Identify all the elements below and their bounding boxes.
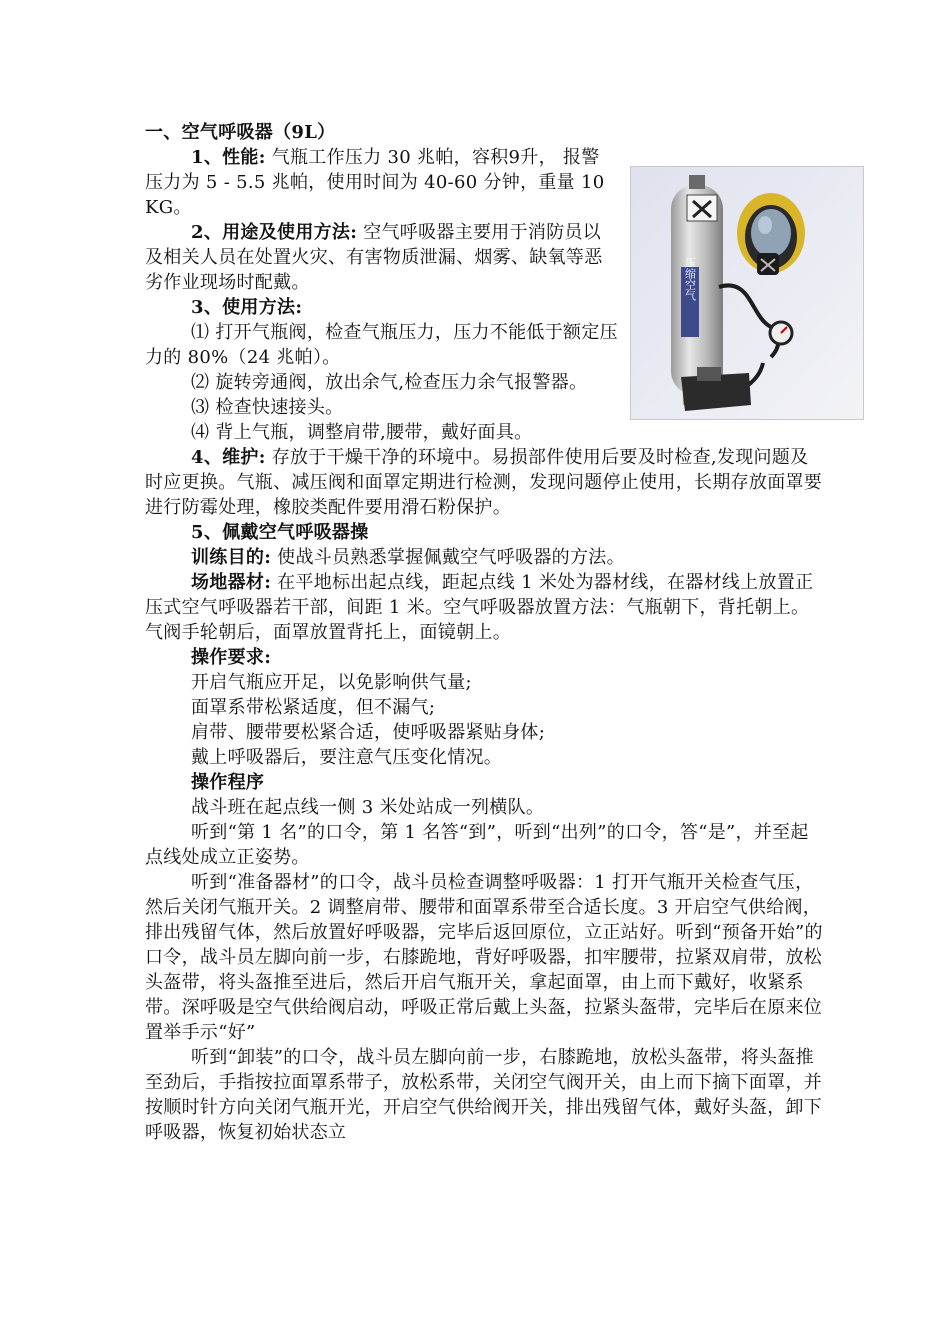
maintenance-label: 4、维护:	[191, 447, 266, 468]
method-heading: 3、使用方法:	[191, 297, 303, 318]
requirement-item: 肩带、腰带要松紧合适，使呼吸器紧贴身体;	[191, 722, 546, 743]
site-label: 场地器材:	[191, 572, 272, 593]
section-title: 一、空气呼吸器（9L）	[145, 122, 336, 143]
maintenance-text: 存放于干燥干净的环境中。易损部件使用后要及时检查,发现问题及时应更换。气瓶、减压阀和面罩定期进行检测，发现问题停止使用，长期存放面罩要进行防霉处理，橡胶类配件要用滑石粉保护。	[145, 447, 823, 518]
drill-site	[145, 570, 825, 645]
usage-paragraph	[145, 220, 617, 295]
drill-purpose	[145, 545, 825, 570]
method-step-2: ⑵ 旋转旁通阀，放出余气,检查压力余气报警器。	[191, 372, 588, 393]
procedure-step: 听到“准备器材”的口令，战斗员检查调整呼吸器：1 打开气瓶开关检查气压，然后关闭气瓶开关。2 调整肩带、腰带和面罩系带至合适长度。3 开启空气供给阀，排出残留气体，然后放置好呼吸器，完毕后返回原位，立正站好。听到“预备开始”的口令，战斗员左脚向前一步，右膝跪地，背好呼吸器，扣牢腰带，拉紧双肩带，放松头盔带，将头盔推至进后，然后开启气瓶开关，拿起面罩，由上而下戴好，收紧系带。深呼吸是空气供给阀启动，呼吸正常后戴上头盔，拉紧头盔带，完毕后在原来位置举手示“好”	[145, 872, 823, 1043]
performance-label: 1、性能:	[191, 147, 266, 168]
procedure-heading: 操作程序	[191, 772, 265, 793]
requirement-item: 开启气瓶应开足，以免影响供气量;	[191, 672, 472, 693]
requirement-item: 面罩系带松紧适度，但不漏气;	[191, 697, 436, 718]
maintenance-paragraph	[145, 445, 825, 520]
site-text: 在平地标出起点线，距起点线 1 米处为器材线，在器材线上放置正压式空气呼吸器若干部，间距 1 米。空气呼吸器放置方法：气瓶朝下，背托朝上。气阀手轮朝后，面罩放置背托上，面镜朝上。	[145, 572, 814, 643]
cylinder-label: 压缩空气	[683, 257, 697, 301]
method-step-4: ⑷ 背上气瓶，调整肩带,腰带，戴好面具。	[191, 422, 533, 443]
procedure-step: 听到“卸装”的口令，战斗员左脚向前一步，右膝跪地，放松头盔带，将头盔推至劲后，手指按拉面罩系带子，放松系带，关闭空气阀开关，由上而下摘下面罩，并按顺时针方向关闭气瓶开光，开启空气供给阀开关，排出残留气体，戴好头盔，卸下呼吸器，恢复初始状态立	[145, 1047, 823, 1143]
procedure-step: 战斗班在起点线一侧 3 米处站成一列横队。	[191, 797, 545, 818]
usage-text: 空气呼吸器主要用于消防员以及相关人员在处置火灾、有害物质泄漏、烟雾、缺氧等恶劣作业现场时配戴。	[145, 222, 603, 293]
procedure-step: 听到“第 1 名”的口令，第 1 名答“到”，听到“出列”的口令，答“是”，并至起点线处成立正姿势。	[145, 822, 809, 868]
usage-label: 2、用途及使用方法:	[191, 222, 358, 243]
performance-text: 气瓶工作压力 30 兆帕，容积9升， 报警压力为 5 - 5.5 兆帕，使用时间为 40-60 分钟，重量 10 KG。	[145, 147, 605, 218]
method-step-3: ⑶ 检查快速接头。	[191, 397, 344, 418]
performance-paragraph	[145, 145, 617, 220]
purpose-label: 训练目的:	[191, 547, 272, 568]
document-body	[145, 120, 825, 1145]
drill-title: 5、佩戴空气呼吸器操	[191, 522, 369, 543]
requirement-item: 戴上呼吸器后，要注意气压变化情况。	[191, 747, 503, 768]
purpose-text: 使战斗员熟悉掌握佩戴空气呼吸器的方法。	[271, 547, 625, 568]
requirements-heading: 操作要求:	[191, 647, 272, 668]
method-step-1: ⑴ 打开气瓶阀，检查气瓶压力，压力不能低于额定压力的 80%（24 兆帕）。	[145, 322, 618, 368]
